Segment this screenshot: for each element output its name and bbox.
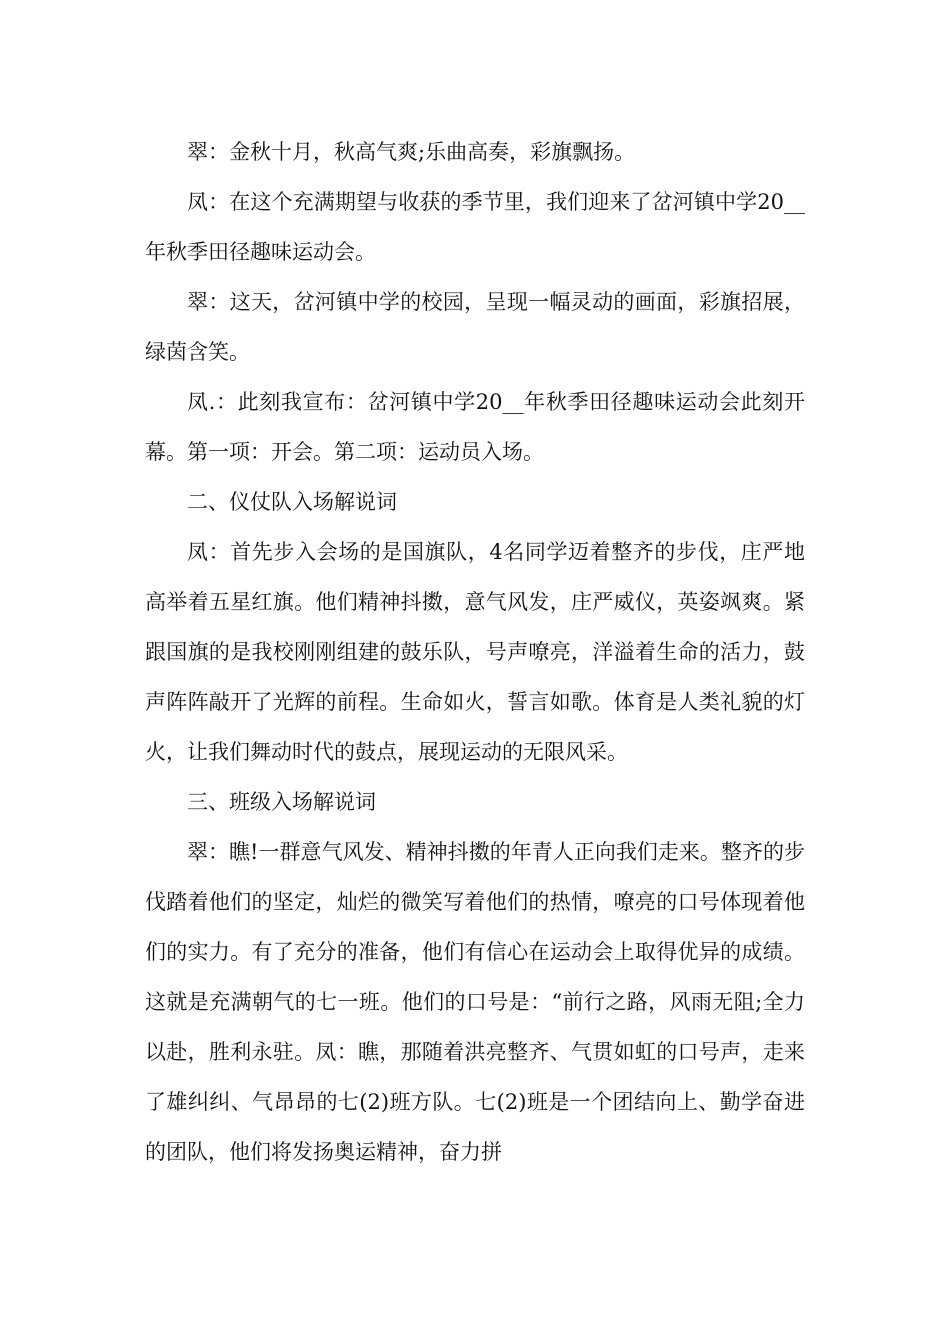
paragraph-announcement-feng: 凤.：此刻我宣布：岔河镇中学20__年秋季田径趣味运动会此刻开幕。第一项：开会。第二项：运动员入场。 [145, 390, 805, 464]
paragraph-class-entrance: 翠：瞧!一群意气风发、精神抖擞的年青人正向我们走来。整齐的步伐踏着他们的坚定，灿烂的微笑写着他们的热情，嘹亮的口号体现着他们的实力。有了充分的准备，他们有信心在运动会上取得优异的成绩。这就是充满朝气的七一班。他们的口号是：“前行之路，风雨无阻;全力以赴，胜利永驻。凤：瞧，那随着洪亮整齐、气贯如虹的口号声，走来了雄纠纠、气昂昂的七(2)班方队。七(2)班是一个团结向上、勤学奋进的团队，他们将发扬奥运精神，奋力拼 [145, 840, 805, 1164]
paragraph-campus-cui: 翠：这天，岔河镇中学的校园，呈现一幅灵动的画面，彩旗招展，绿茵含笑。 [145, 290, 805, 364]
paragraph-opening-feng: 凤：在这个充满期望与收获的季节里，我们迎来了岔河镇中学20__年秋季田径趣味运动会。 [145, 190, 805, 264]
section-heading-class-entrance: 三、班级入场解说词 [187, 790, 376, 814]
paragraph-honor-guard: 凤：首先步入会场的是国旗队，4名同学迈着整齐的步伐，庄严地高举着五星红旗。他们精神抖擞，意气风发，庄严威仪，英姿飒爽。紧跟国旗的是我校刚刚组建的鼓乐队，号声嘹亮，洋溢着生命的活力，鼓声阵阵敲开了光辉的前程。生命如火，誓言如歌。体育是人类礼貌的灯火，让我们舞动时代的鼓点，展现运动的无限风采。 [145, 540, 805, 764]
paragraph-opening-cui: 翠：金秋十月，秋高气爽;乐曲高奏，彩旗飘扬。 [187, 140, 636, 164]
document-body [145, 127, 805, 1177]
section-heading-honor-guard: 二、仪仗队入场解说词 [187, 490, 397, 514]
